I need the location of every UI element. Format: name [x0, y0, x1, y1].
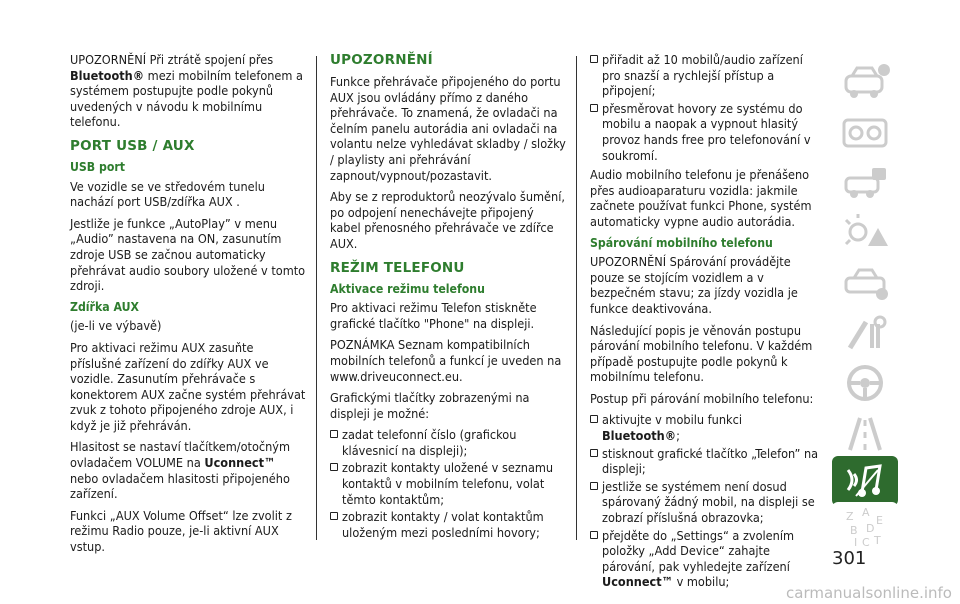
page-number: 301 — [832, 548, 867, 569]
paragraph: Aby se z reproduktorů neozývalo šumění, po odpojení nenechávejte připojený kabel přenosného přehrávače ve zdířce AUX. — [330, 189, 565, 251]
checkbox-bullet-icon — [590, 531, 598, 539]
list-item: přiřadit až 10 mobilů/audio zařízení pro snazší a rychlejší přístup a připojení; — [590, 52, 822, 99]
subheading-usb-port: USB port — [70, 159, 126, 174]
svg-text:B: B — [850, 524, 858, 537]
index-icon[interactable] — [832, 502, 898, 552]
steering-wheel-icon[interactable] — [832, 358, 898, 408]
subheading-activate-phone: Aktivace režimu telefonu — [330, 281, 485, 296]
paragraph: Grafickými tlačítky zobrazenými na displeji je možné: — [330, 390, 530, 421]
list-item: zobrazit kontakty uložené v seznamu kontaktů v mobilním telefonu, volat těmto kontaktům; — [330, 460, 566, 507]
list-item: přesměrovat hovory ze systému do mobilu a naopak a vypnout hlasitý provoz hands free pro telefonování v soukromí. — [590, 101, 822, 163]
svg-text:T: T — [874, 534, 881, 547]
paragraph: (je-li ve výbavě) — [70, 318, 162, 334]
car-service-icon[interactable] — [832, 258, 898, 308]
checkbox-bullet-icon — [590, 104, 598, 112]
tools-icon[interactable] — [832, 308, 898, 358]
car-info-icon[interactable] — [832, 58, 898, 108]
svg-text:A: A — [862, 506, 870, 519]
svg-text:I: I — [854, 536, 858, 549]
list-item: stisknout grafické tlačítko „Telefon” na displeji; — [590, 446, 822, 477]
warning-bluetooth: UPOZORNĚNÍ Při ztrátě spojení přes Bluetooth® mezi mobilním telefonem a systémem postupujte podle pokynů uvedených v návodu k mobilnímu telefonu. — [70, 52, 303, 130]
column-divider — [576, 56, 577, 540]
svg-text:E: E — [876, 514, 883, 527]
paragraph: Jestliže je funkce „AutoPlay” v menu „Audio” nastavena na ON, zasunutím zdroje USB se začnou automaticky přehrávat audio soubory uložené v tomto zdroji. — [70, 215, 306, 294]
paragraph: Pro aktivaci režimu Telefon stiskněte grafické tlačítko "Phone" na displeji. — [330, 300, 537, 331]
checkbox-bullet-icon — [590, 415, 598, 423]
subheading-pairing: Spárování mobilního telefonu — [590, 235, 773, 250]
paragraph: Funkce přehrávače připojeného do portu AUX jsou ovládány přímo z daného přehrávače. To znamená, že ovladači na čelním panelu autorádia ani ovladači na volantu nelze vyhledávat skladby / složky / playlisty ani přehrávání zapnout/vypnout/pozastavit. — [330, 74, 566, 183]
paragraph: Postup při párování mobilního telefonu: — [590, 390, 814, 406]
heading-phone-mode: REŽIM TELEFONU — [330, 259, 465, 276]
list-item: zobrazit kontakty / volat kontaktům uloženým mezi posledními hovory; — [330, 509, 566, 540]
checkbox-bullet-icon — [330, 430, 338, 438]
svg-text:C: C — [862, 536, 870, 549]
paragraph: Hlasitost se nastaví tlačítkem/otočným ovladačem VOLUME na Uconnect™ nebo ovladačem hlasitosti připojeného zařízení. — [70, 439, 291, 502]
paragraph: Pro aktivaci režimu AUX zasuňte příslušné zařízení do zdířky AUX ve vozidle. Zasunutím přehrávače s konektorem AUX začne systém přehrávat zvuk z tohoto připojeného zdroje AUX, i když je již přehráván. — [70, 339, 306, 433]
road-icon[interactable] — [832, 408, 898, 458]
subheading-aux: Zdířka AUX — [70, 299, 139, 314]
car-lock-icon[interactable] — [832, 158, 898, 208]
column-3 — [590, 52, 822, 592]
checkbox-bullet-icon — [330, 512, 338, 520]
checkbox-bullet-icon — [590, 449, 598, 457]
svg-text:D: D — [866, 522, 875, 535]
checkbox-bullet-icon — [590, 482, 598, 490]
multimedia-icon[interactable] — [832, 456, 898, 506]
list-item: aktivujte v mobilu funkci Bluetooth®; — [590, 412, 822, 443]
paragraph: Ve vozidle se ve středovém tunelu nachází port USB/zdířka AUX . — [70, 178, 265, 210]
paragraph: Funkci „AUX Volume Offset“ lze zvolit z režimu Radio pouze, je-li aktivní AUX vstup. — [70, 507, 292, 555]
checkbox-bullet-icon — [590, 55, 598, 63]
list-item: přejděte do „Settings“ a zvolením položky „Add Device“ zahajte párování, pak vyhledejte zařízení Uconnect™ v mobilu; — [590, 528, 822, 590]
list-item: jestliže se systémem není dosud spárovaný žádný mobil, na displeji se zobrazí příslušná obrazovka; — [590, 479, 822, 526]
car-dashboard-icon[interactable] — [832, 108, 898, 158]
paragraph: Následující popis je věnován postupu párování mobilního telefonu. V každém případě postupujte podle pokynů k mobilnímu telefonu. — [590, 322, 813, 385]
paragraph: Audio mobilního telefonu je přenášeno přes audioaparaturu vozidla: jakmile začnete používat funkci Phone, systém automaticky vypne audio autorádia. — [590, 167, 812, 229]
svg-text:Z: Z — [846, 510, 854, 523]
column-2 — [330, 52, 566, 542]
checkbox-bullet-icon — [330, 463, 338, 471]
list-item: zadat telefonní číslo (grafickou klávesnicí na displeji); — [330, 427, 566, 458]
paragraph: POZNÁMKA Seznam kompatibilních mobilních telefonů a funkcí je uveden na www.driveuconnect.eu. — [330, 337, 562, 384]
heading-warning: UPOZORNĚNÍ — [330, 52, 433, 68]
column-divider — [316, 56, 317, 540]
column-1 — [70, 52, 306, 561]
light-warning-icon[interactable] — [832, 208, 898, 258]
paragraph: UPOZORNĚNÍ Spárování provádějte pouze se stojícím vozidlem a v bezpečném stavu; za jízdy vozidla je funkce deaktivována. — [590, 254, 798, 316]
heading-port-usb-aux: PORT USB / AUX — [70, 137, 195, 154]
footer-watermark: carmanualsonline.info — [786, 584, 952, 602]
